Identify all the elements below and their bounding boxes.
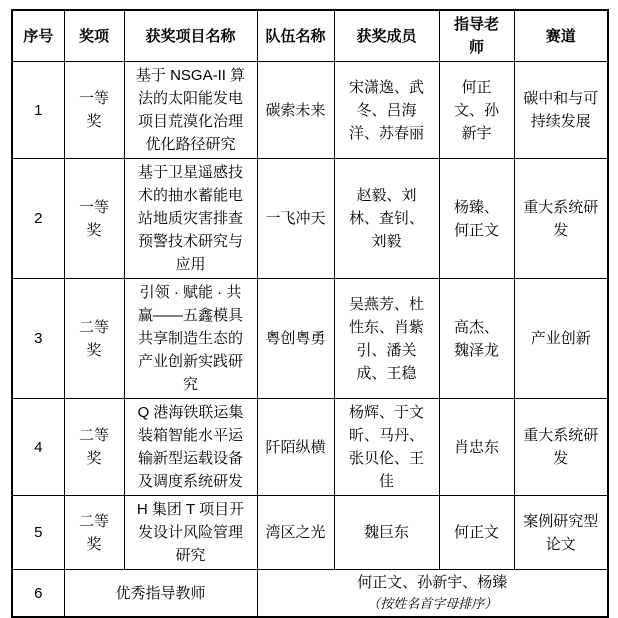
cell-track: 产业创新 xyxy=(514,279,608,399)
cell-project: H 集团 T 项目开发设计风险管理研究 xyxy=(124,496,257,570)
cell-members: 杨辉、于文昕、马丹、张贝伦、王佳 xyxy=(334,399,439,496)
cell-no: 6 xyxy=(12,570,64,618)
cell-project: 基于卫星遥感技术的抽水蓄能电站地质灾害排查预警技术研究与应用 xyxy=(124,159,257,279)
cell-advisor: 何正文、孙新宇 xyxy=(439,62,514,159)
award-label: 二等奖 xyxy=(78,512,109,553)
cell-track: 案例研究型论文 xyxy=(514,496,608,570)
award-label: 一等奖 xyxy=(78,90,109,130)
cell-team: 粤创粤勇 xyxy=(257,279,334,399)
summary-title-cell: 优秀指导教师 xyxy=(64,570,257,618)
header-cell-project: 获奖项目名称 xyxy=(124,10,257,62)
cell-members: 吴燕芳、杜性东、肖紫引、潘关成、王稳 xyxy=(334,279,439,399)
cell-advisor: 何正文 xyxy=(439,496,514,570)
cell-members: 魏巨东 xyxy=(334,496,439,570)
header-cell-no: 序号 xyxy=(12,10,64,62)
header-cell-track: 赛道 xyxy=(514,10,608,62)
cell-track: 重大系统研发 xyxy=(514,159,608,279)
cell-award xyxy=(64,399,124,496)
header-cell-members: 获奖成员 xyxy=(334,10,439,62)
table-row xyxy=(12,496,608,570)
summary-names: 何正文、孙新宇、杨臻 xyxy=(357,574,508,591)
cell-team: 碳索未来 xyxy=(257,62,334,159)
cell-no: 3 xyxy=(12,279,64,399)
cell-project: 引领 · 赋能 · 共赢——五鑫模具共享制造生态的产业创新实践研究 xyxy=(124,279,257,399)
cell-no: 4 xyxy=(12,399,64,496)
cell-award xyxy=(64,62,124,159)
cell-project: 基于 NSGA-II 算法的太阳能发电项目荒漠化治理优化路径研究 xyxy=(124,62,257,159)
cell-advisor: 高杰、魏泽龙 xyxy=(439,279,514,399)
cell-team: 阡陌纵横 xyxy=(257,399,334,496)
cell-award xyxy=(64,496,124,570)
cell-advisor: 肖忠东 xyxy=(439,399,514,496)
cell-members: 宋潇逸、武冬、吕海洋、苏春丽 xyxy=(334,62,439,159)
award-label: 二等奖 xyxy=(78,427,109,467)
award-label: 二等奖 xyxy=(78,318,109,359)
cell-members: 赵毅、刘林、查钊、刘毅 xyxy=(334,159,439,279)
cell-project: Q 港海铁联运集装箱智能水平运输新型运载设备及调度系统研发 xyxy=(124,399,257,496)
cell-no: 2 xyxy=(12,159,64,279)
cell-award xyxy=(64,279,124,399)
cell-track: 碳中和与可持续发展 xyxy=(514,62,608,159)
cell-track: 重大系统研发 xyxy=(514,399,608,496)
award-results-table xyxy=(11,9,609,618)
summary-sort-note: （按姓名首字母排序） xyxy=(367,596,498,611)
cell-team: 湾区之光 xyxy=(257,496,334,570)
table-row xyxy=(12,62,608,159)
header-cell-award: 奖项 xyxy=(64,10,124,62)
table-row xyxy=(12,399,608,496)
cell-no: 1 xyxy=(12,62,64,159)
summary-names-cell xyxy=(257,570,608,618)
cell-no: 5 xyxy=(12,496,64,570)
summary-row xyxy=(12,570,608,618)
table-row xyxy=(12,279,608,399)
header-cell-team: 队伍名称 xyxy=(257,10,334,62)
award-label: 一等奖 xyxy=(78,198,109,239)
header-cell-advisor xyxy=(439,10,514,62)
header-row xyxy=(12,10,608,62)
cell-advisor: 杨臻、何正文 xyxy=(439,159,514,279)
cell-team: 一飞冲天 xyxy=(257,159,334,279)
header-advisor-label: 指导老师 xyxy=(453,16,499,56)
table-row xyxy=(12,159,608,279)
cell-award xyxy=(64,159,124,279)
